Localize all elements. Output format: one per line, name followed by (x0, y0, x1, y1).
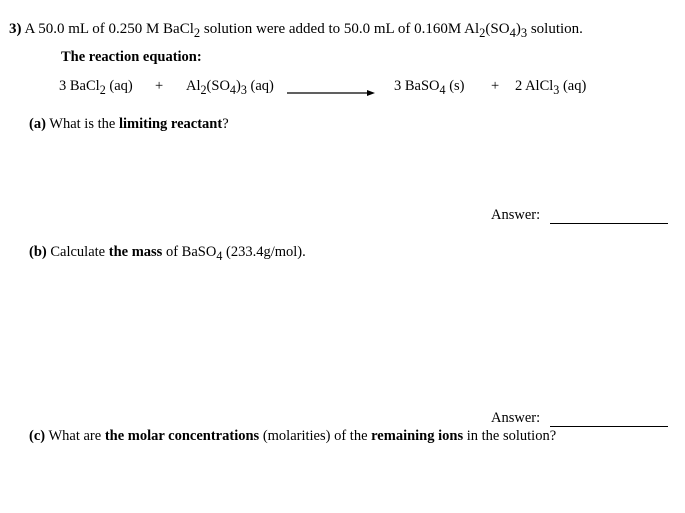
answer-field-b[interactable] (550, 426, 668, 427)
reaction-arrow-icon (287, 90, 375, 96)
answer-label-a: Answer: (491, 207, 541, 223)
plus-sign: + (155, 78, 164, 94)
product-alcl3: 2 AlCl$_3$ (aq) (515, 78, 587, 97)
reaction-heading: The reaction equation: (61, 49, 202, 65)
part-c-question: (c) What are the molar concentrations (molarities) of the remaining ions in the solution? (29, 428, 557, 444)
part-a-question: (a) What is the limiting reactant? (29, 116, 229, 132)
answer-field-a[interactable] (550, 223, 668, 224)
plus-sign: + (491, 78, 500, 94)
part-b-question: (b) Calculate the mass of BaSO$_4$ (233.4g/mol). (29, 244, 306, 263)
reactant-bacl2: 3 BaCl$_2$ (aq) (59, 78, 133, 97)
question-number: 3) (9, 21, 22, 37)
question-intro: 3) A 50.0 mL of 0.250 M BaCl$_2$ solution were added to 50.0 mL of 0.160M $Al_2(SO_4)_3$ solution. (9, 21, 583, 40)
answer-label-b: Answer: (491, 410, 541, 426)
product-baso4: 3 BaSO$_4$ (s) (394, 78, 465, 97)
reactant-al2so43: $Al_2(SO_4)_3$ (aq) (186, 78, 274, 97)
